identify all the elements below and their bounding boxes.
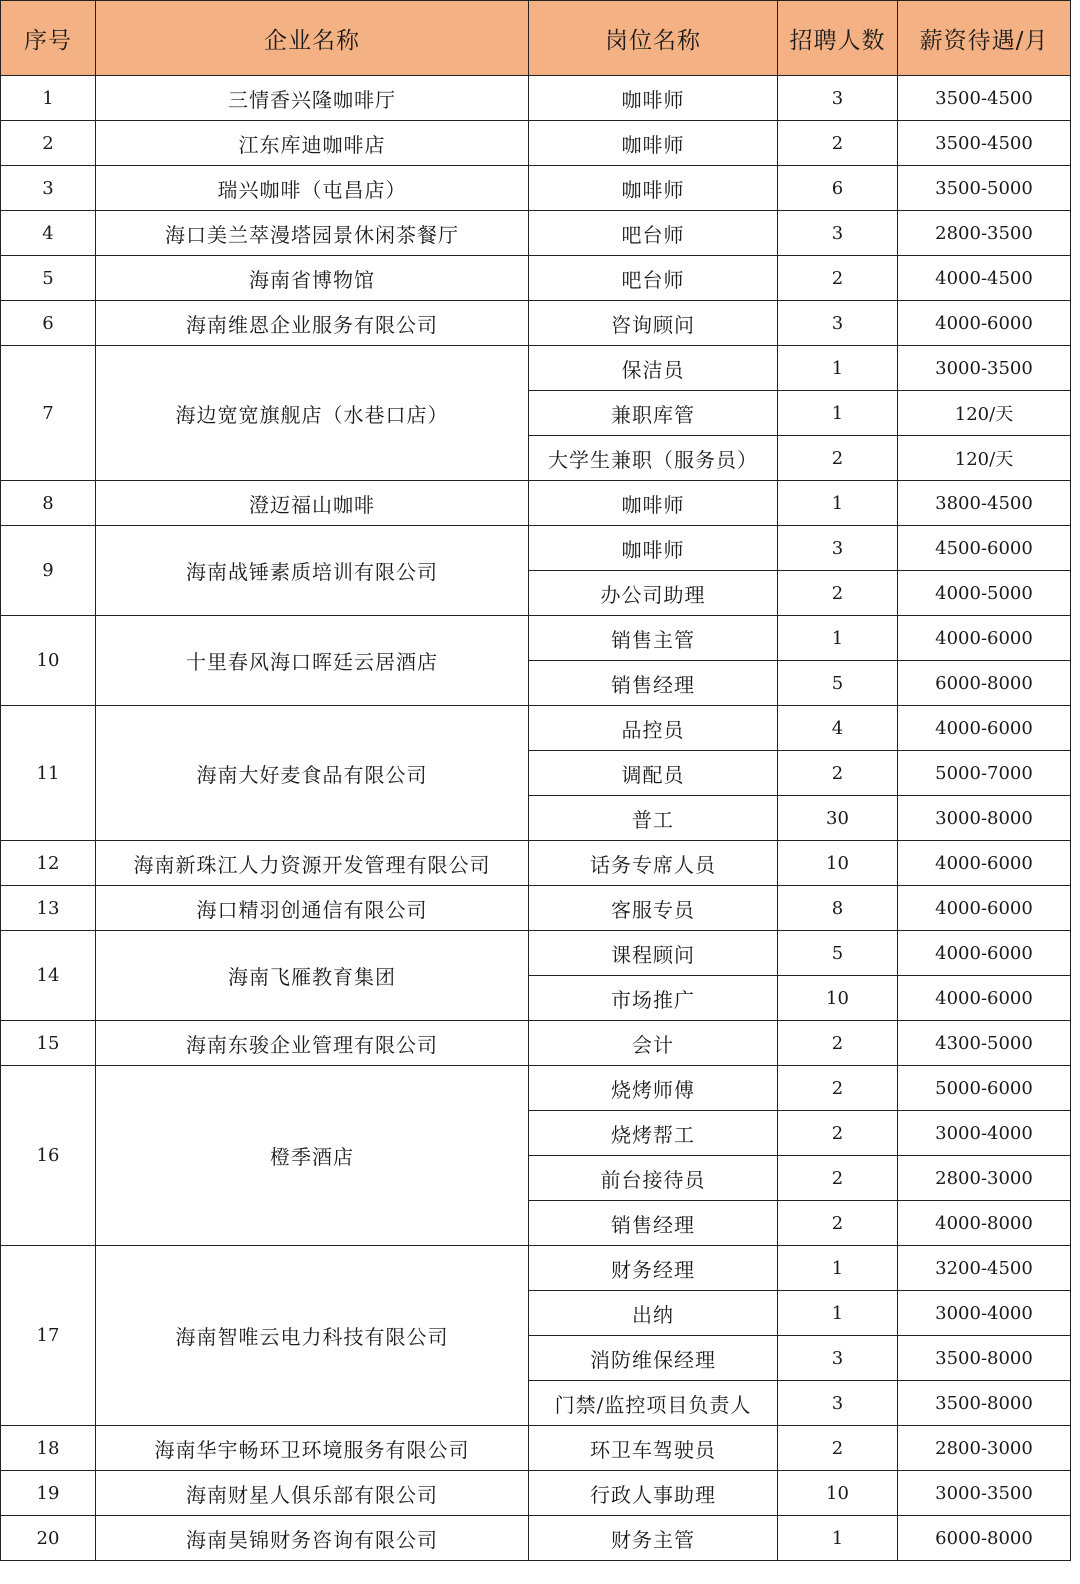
headcount-cell: 30 — [778, 796, 898, 841]
salary-cell: 4000-6000 — [898, 841, 1071, 886]
table-row — [1, 616, 1071, 661]
headcount-cell: 2 — [778, 1066, 898, 1111]
row-index-cell: 1 — [1, 76, 96, 121]
company-name-cell: 海南战锤素质培训有限公司 — [96, 526, 529, 616]
row-index-cell: 5 — [1, 256, 96, 301]
position-title-cell: 客服专员 — [529, 886, 778, 931]
row-index-cell: 7 — [1, 346, 96, 481]
headcount-cell: 1 — [778, 1246, 898, 1291]
table-row — [1, 841, 1071, 886]
table-row — [1, 1066, 1071, 1111]
position-title-cell: 烧烤师傅 — [529, 1066, 778, 1111]
salary-cell: 3000-3500 — [898, 346, 1071, 391]
salary-cell: 120/天 — [898, 391, 1071, 436]
headcount-cell: 2 — [778, 1426, 898, 1471]
position-title-cell: 咖啡师 — [529, 121, 778, 166]
table-row — [1, 346, 1071, 391]
salary-cell: 2800-3000 — [898, 1426, 1071, 1471]
company-name-cell: 海边宽宽旗舰店（水巷口店） — [96, 346, 529, 481]
position-title-cell: 销售主管 — [529, 616, 778, 661]
headcount-cell: 2 — [778, 256, 898, 301]
company-name-cell: 瑞兴咖啡（屯昌店） — [96, 166, 529, 211]
headcount-cell: 2 — [778, 121, 898, 166]
header-index: 序号 — [1, 1, 96, 76]
table-row — [1, 301, 1071, 346]
row-index-cell: 19 — [1, 1471, 96, 1516]
row-index-cell: 11 — [1, 706, 96, 841]
headcount-cell: 10 — [778, 1471, 898, 1516]
headcount-cell: 2 — [778, 571, 898, 616]
headcount-cell: 1 — [778, 1516, 898, 1561]
headcount-cell: 3 — [778, 301, 898, 346]
table-body — [1, 76, 1071, 1561]
salary-cell: 3500-4500 — [898, 121, 1071, 166]
headcount-cell: 2 — [778, 751, 898, 796]
salary-cell: 4000-4500 — [898, 256, 1071, 301]
company-name-cell: 海南财星人俱乐部有限公司 — [96, 1471, 529, 1516]
table-row — [1, 121, 1071, 166]
position-title-cell: 办公司助理 — [529, 571, 778, 616]
header-headcount: 招聘人数 — [778, 1, 898, 76]
company-name-cell: 海南东骏企业管理有限公司 — [96, 1021, 529, 1066]
position-title-cell: 咖啡师 — [529, 481, 778, 526]
salary-cell: 3500-8000 — [898, 1381, 1071, 1426]
salary-cell: 4000-5000 — [898, 571, 1071, 616]
table-row — [1, 886, 1071, 931]
row-index-cell: 13 — [1, 886, 96, 931]
table-row — [1, 1516, 1071, 1561]
header-row — [1, 1, 1071, 76]
company-name-cell: 海南智唯云电力科技有限公司 — [96, 1246, 529, 1426]
table-row — [1, 76, 1071, 121]
table-row — [1, 1021, 1071, 1066]
company-name-cell: 海南华宇畅环卫环境服务有限公司 — [96, 1426, 529, 1471]
position-title-cell: 门禁/监控项目负责人 — [529, 1381, 778, 1426]
salary-cell: 4000-6000 — [898, 301, 1071, 346]
position-title-cell: 财务经理 — [529, 1246, 778, 1291]
row-index-cell: 12 — [1, 841, 96, 886]
table-row — [1, 256, 1071, 301]
salary-cell: 4000-6000 — [898, 931, 1071, 976]
headcount-cell: 3 — [778, 211, 898, 256]
position-title-cell: 出纳 — [529, 1291, 778, 1336]
row-index-cell: 18 — [1, 1426, 96, 1471]
position-title-cell: 咖啡师 — [529, 526, 778, 571]
headcount-cell: 5 — [778, 931, 898, 976]
salary-cell: 4500-6000 — [898, 526, 1071, 571]
row-index-cell: 15 — [1, 1021, 96, 1066]
salary-cell: 3500-4500 — [898, 76, 1071, 121]
table-row — [1, 931, 1071, 976]
salary-cell: 6000-8000 — [898, 1516, 1071, 1561]
position-title-cell: 财务主管 — [529, 1516, 778, 1561]
header-salary: 薪资待遇/月 — [898, 1, 1071, 76]
row-index-cell: 17 — [1, 1246, 96, 1426]
headcount-cell: 10 — [778, 841, 898, 886]
salary-cell: 3000-8000 — [898, 796, 1071, 841]
table-row — [1, 706, 1071, 751]
row-index-cell: 4 — [1, 211, 96, 256]
headcount-cell: 3 — [778, 526, 898, 571]
salary-cell: 2800-3500 — [898, 211, 1071, 256]
salary-cell: 5000-7000 — [898, 751, 1071, 796]
salary-cell: 2800-3000 — [898, 1156, 1071, 1201]
row-index-cell: 14 — [1, 931, 96, 1021]
row-index-cell: 6 — [1, 301, 96, 346]
table-header — [1, 1, 1071, 76]
headcount-cell: 6 — [778, 166, 898, 211]
position-title-cell: 烧烤帮工 — [529, 1111, 778, 1156]
company-name-cell: 三情香兴隆咖啡厅 — [96, 76, 529, 121]
salary-cell: 4000-6000 — [898, 976, 1071, 1021]
headcount-cell: 2 — [778, 1201, 898, 1246]
salary-cell: 5000-6000 — [898, 1066, 1071, 1111]
headcount-cell: 3 — [778, 1336, 898, 1381]
company-name-cell: 海口精羽创通信有限公司 — [96, 886, 529, 931]
position-title-cell: 消防维保经理 — [529, 1336, 778, 1381]
company-name-cell: 海南昊锦财务咨询有限公司 — [96, 1516, 529, 1561]
position-title-cell: 咖啡师 — [529, 166, 778, 211]
headcount-cell: 3 — [778, 1381, 898, 1426]
company-name-cell: 海南飞雁教育集团 — [96, 931, 529, 1021]
company-name-cell: 橙季酒店 — [96, 1066, 529, 1246]
company-name-cell: 十里春风海口晖廷云居酒店 — [96, 616, 529, 706]
table-row — [1, 166, 1071, 211]
position-title-cell: 销售经理 — [529, 661, 778, 706]
company-name-cell: 海南维恩企业服务有限公司 — [96, 301, 529, 346]
table-row — [1, 526, 1071, 571]
position-title-cell: 行政人事助理 — [529, 1471, 778, 1516]
headcount-cell: 5 — [778, 661, 898, 706]
row-index-cell: 20 — [1, 1516, 96, 1561]
row-index-cell: 9 — [1, 526, 96, 616]
position-title-cell: 咖啡师 — [529, 76, 778, 121]
position-title-cell: 品控员 — [529, 706, 778, 751]
company-name-cell: 澄迈福山咖啡 — [96, 481, 529, 526]
position-title-cell: 前台接待员 — [529, 1156, 778, 1201]
salary-cell: 3000-4000 — [898, 1111, 1071, 1156]
position-title-cell: 话务专席人员 — [529, 841, 778, 886]
headcount-cell: 10 — [778, 976, 898, 1021]
headcount-cell: 1 — [778, 481, 898, 526]
company-name-cell: 海南大好麦食品有限公司 — [96, 706, 529, 841]
position-title-cell: 市场推广 — [529, 976, 778, 1021]
company-name-cell: 海南新珠江人力资源开发管理有限公司 — [96, 841, 529, 886]
headcount-cell: 4 — [778, 706, 898, 751]
row-index-cell: 3 — [1, 166, 96, 211]
headcount-cell: 2 — [778, 1156, 898, 1201]
salary-cell: 3500-5000 — [898, 166, 1071, 211]
table-row — [1, 1246, 1071, 1291]
salary-cell: 6000-8000 — [898, 661, 1071, 706]
headcount-cell: 1 — [778, 1291, 898, 1336]
row-index-cell: 2 — [1, 121, 96, 166]
headcount-cell: 3 — [778, 76, 898, 121]
row-index-cell: 8 — [1, 481, 96, 526]
headcount-cell: 2 — [778, 1021, 898, 1066]
salary-cell: 3800-4500 — [898, 481, 1071, 526]
header-position: 岗位名称 — [529, 1, 778, 76]
salary-cell: 4000-8000 — [898, 1201, 1071, 1246]
position-title-cell: 吧台师 — [529, 211, 778, 256]
salary-cell: 4300-5000 — [898, 1021, 1071, 1066]
headcount-cell: 1 — [778, 391, 898, 436]
position-title-cell: 环卫车驾驶员 — [529, 1426, 778, 1471]
table-row — [1, 481, 1071, 526]
position-title-cell: 兼职库管 — [529, 391, 778, 436]
company-name-cell: 海口美兰萃漫塔园景休闲茶餐厅 — [96, 211, 529, 256]
position-title-cell: 会计 — [529, 1021, 778, 1066]
salary-cell: 120/天 — [898, 436, 1071, 481]
headcount-cell: 1 — [778, 616, 898, 661]
position-title-cell: 普工 — [529, 796, 778, 841]
headcount-cell: 2 — [778, 1111, 898, 1156]
position-title-cell: 销售经理 — [529, 1201, 778, 1246]
company-name-cell: 江东库迪咖啡店 — [96, 121, 529, 166]
headcount-cell: 8 — [778, 886, 898, 931]
salary-cell: 3200-4500 — [898, 1246, 1071, 1291]
salary-cell: 4000-6000 — [898, 616, 1071, 661]
company-name-cell: 海南省博物馆 — [96, 256, 529, 301]
row-index-cell: 16 — [1, 1066, 96, 1246]
position-title-cell: 大学生兼职（服务员） — [529, 436, 778, 481]
headcount-cell: 2 — [778, 436, 898, 481]
table-row — [1, 1426, 1071, 1471]
headcount-cell: 1 — [778, 346, 898, 391]
position-title-cell: 调配员 — [529, 751, 778, 796]
position-title-cell: 保洁员 — [529, 346, 778, 391]
salary-cell: 3000-3500 — [898, 1471, 1071, 1516]
salary-cell: 4000-6000 — [898, 706, 1071, 751]
position-title-cell: 咨询顾问 — [529, 301, 778, 346]
table-row — [1, 211, 1071, 256]
row-index-cell: 10 — [1, 616, 96, 706]
header-company: 企业名称 — [96, 1, 529, 76]
table-row — [1, 1471, 1071, 1516]
position-title-cell: 吧台师 — [529, 256, 778, 301]
salary-cell: 3000-4000 — [898, 1291, 1071, 1336]
salary-cell: 3500-8000 — [898, 1336, 1071, 1381]
position-title-cell: 课程顾问 — [529, 931, 778, 976]
salary-cell: 4000-6000 — [898, 886, 1071, 931]
